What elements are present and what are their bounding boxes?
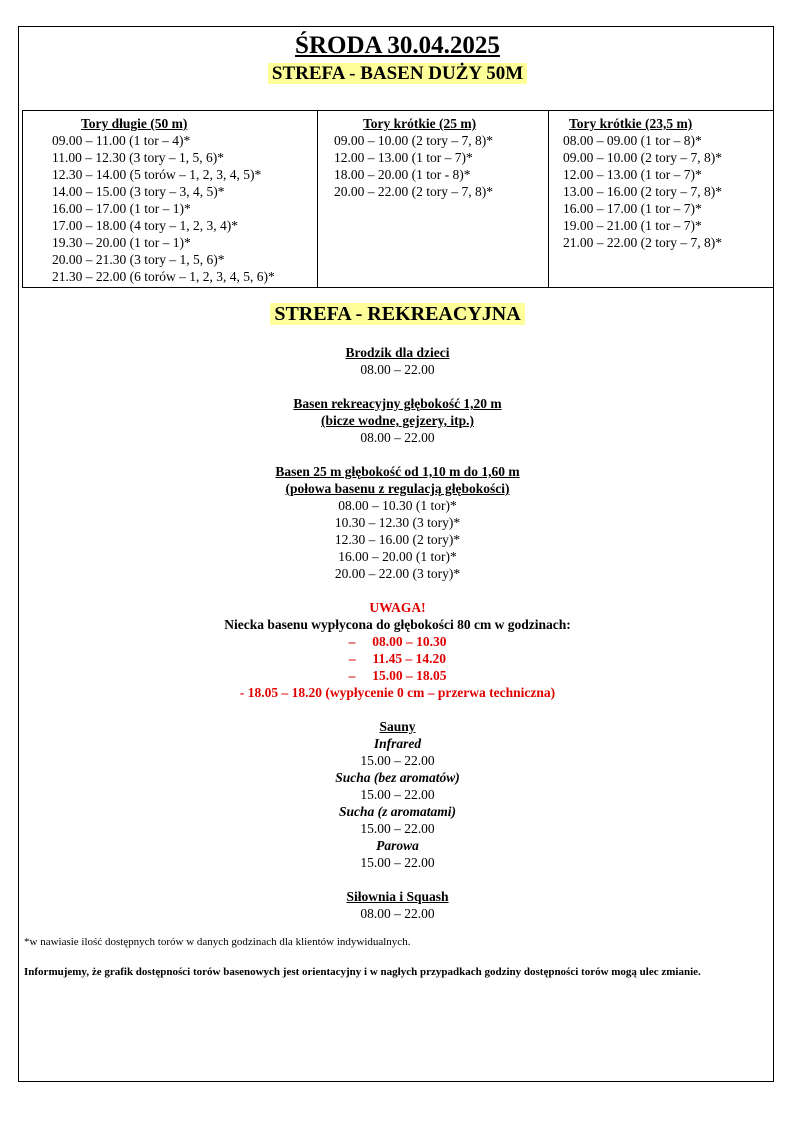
long-lane-slot: 14.00 – 15.00 (3 tory – 3, 4, 5)* bbox=[52, 184, 225, 199]
short25-lanes-column bbox=[317, 111, 548, 287]
short23-lane-slot: 16.00 – 17.00 (1 tor – 7)* bbox=[563, 201, 702, 216]
short23-lane-slot: 13.00 – 16.00 (2 tory – 7, 8)* bbox=[563, 184, 722, 199]
zone-main-heading-wrap bbox=[0, 62, 795, 86]
notice-slot: – 08.00 – 10.30 bbox=[348, 634, 447, 649]
sauna-dry-aroma-hours: 15.00 – 22.00 bbox=[360, 821, 435, 836]
long-lane-slot: 20.00 – 21.30 (3 tory – 1, 5, 6)* bbox=[52, 252, 225, 267]
zone-main-heading: STREFA - BASEN DUŻY 50M bbox=[268, 63, 527, 84]
short25-lanes-title: Tory krótkie (25 m) bbox=[363, 116, 477, 131]
gym-title: Siłownia i Squash bbox=[346, 889, 449, 904]
short25-lane-slot: 12.00 – 13.00 (1 tor – 7)* bbox=[334, 150, 473, 165]
long-lane-slot: 11.00 – 12.30 (3 tory – 1, 5, 6)* bbox=[52, 150, 224, 165]
long-lanes-title: Tory długie (50 m) bbox=[81, 116, 188, 131]
recreation-heading-wrap bbox=[0, 302, 795, 326]
gym-hours: 08.00 – 22.00 bbox=[360, 906, 435, 921]
sauna-dry-hours: 15.00 – 22.00 bbox=[360, 787, 435, 802]
short23-lanes-column bbox=[548, 111, 773, 287]
footnote: *w nawiasie ilość dostępnych torów w danych godzinach dla klientów indywidualnych. bbox=[24, 936, 411, 948]
recreation-heading: STREFA - REKREACYJNA bbox=[270, 303, 524, 325]
rec-pool-subtitle: (bicze wodne, gejzery, itp.) bbox=[321, 413, 474, 428]
long-lane-slot: 16.00 – 17.00 (1 tor – 1)* bbox=[52, 201, 191, 216]
rec-pool-hours: 08.00 – 22.00 bbox=[360, 430, 435, 445]
notice-slot: – 15.00 – 18.05 bbox=[348, 668, 447, 683]
sauna-infrared-name: Infrared bbox=[373, 736, 422, 751]
kids-pool-title: Brodzik dla dzieci bbox=[345, 345, 450, 360]
notice-slot: – 11.45 – 14.20 bbox=[348, 651, 447, 666]
pool25-slot: 16.00 – 20.00 (1 tor)* bbox=[338, 549, 457, 564]
long-lane-slot: 12.30 – 14.00 (5 torów – 1, 2, 3, 4, 5)* bbox=[52, 167, 262, 182]
pool25-slot: 20.00 – 22.00 (3 tory)* bbox=[334, 566, 461, 581]
saunas-title: Sauny bbox=[379, 719, 416, 734]
sauna-infrared-hours: 15.00 – 22.00 bbox=[360, 753, 435, 768]
sauna-steam-hours: 15.00 – 22.00 bbox=[360, 855, 435, 870]
short23-lane-slot: 12.00 – 13.00 (1 tor – 7)* bbox=[563, 167, 702, 182]
long-lane-slot: 17.00 – 18.00 (4 tory – 1, 2, 3, 4)* bbox=[52, 218, 238, 233]
sauna-steam-name: Parowa bbox=[376, 838, 419, 853]
pool25-slot: 10.30 – 12.30 (3 tory)* bbox=[334, 515, 461, 530]
long-lane-slot: 21.30 – 22.00 (6 torów – 1, 2, 3, 4, 5, 6)* bbox=[52, 269, 275, 284]
pool25-title: Basen 25 m głębokość od 1,10 m do 1,60 m bbox=[275, 464, 520, 479]
short23-lanes-title: Tory krótkie (23,5 m) bbox=[569, 116, 693, 131]
long-lane-slot: 19.30 – 20.00 (1 tor – 1)* bbox=[52, 235, 191, 250]
sauna-dry-aroma-name: Sucha (z aromatami) bbox=[338, 804, 457, 819]
lanes-table bbox=[22, 110, 774, 288]
notice-break: - 18.05 – 18.20 (wypłycenie 0 cm – przerwa techniczna) bbox=[239, 685, 556, 700]
info-note: Informujemy, że grafik dostępności torów basenowych jest orientacyjny i w nagłych przypadkach godziny dostępności torów mogą ulec zmianie. bbox=[24, 966, 701, 978]
pool25-slot: 12.30 – 16.00 (2 tory)* bbox=[334, 532, 461, 547]
rec-pool-title: Basen rekreacyjny głębokość 1,20 m bbox=[293, 396, 502, 411]
notice-text: Niecka basenu wypłycona do głębokości 80 cm w godzinach: bbox=[224, 617, 571, 632]
short25-lane-slot: 18.00 – 20.00 (1 tor - 8)* bbox=[334, 167, 471, 182]
page-title: ŚRODA 30.04.2025 bbox=[295, 32, 500, 59]
long-lane-slot: 09.00 – 11.00 (1 tor – 4)* bbox=[52, 133, 191, 148]
short25-lane-slot: 09.00 – 10.00 (2 tory – 7, 8)* bbox=[334, 133, 493, 148]
sauna-dry-name: Sucha (bez aromatów) bbox=[335, 770, 460, 785]
pool25-slot: 08.00 – 10.30 (1 tor)* bbox=[338, 498, 457, 513]
recreation-content bbox=[0, 344, 795, 922]
short23-lane-slot: 19.00 – 21.00 (1 tor – 7)* bbox=[563, 218, 702, 233]
short23-lane-slot: 09.00 – 10.00 (2 tory – 7, 8)* bbox=[563, 150, 722, 165]
short23-lane-slot: 08.00 – 09.00 (1 tor – 8)* bbox=[563, 133, 702, 148]
kids-pool-hours: 08.00 – 22.00 bbox=[360, 362, 435, 377]
notice-heading: UWAGA! bbox=[369, 600, 426, 615]
short23-lane-slot: 21.00 – 22.00 (2 tory – 7, 8)* bbox=[563, 235, 722, 250]
long-lanes-column bbox=[23, 111, 317, 287]
pool25-subtitle: (połowa basenu z regulacją głębokości) bbox=[285, 481, 510, 496]
short25-lane-slot: 20.00 – 22.00 (2 tory – 7, 8)* bbox=[334, 184, 493, 199]
